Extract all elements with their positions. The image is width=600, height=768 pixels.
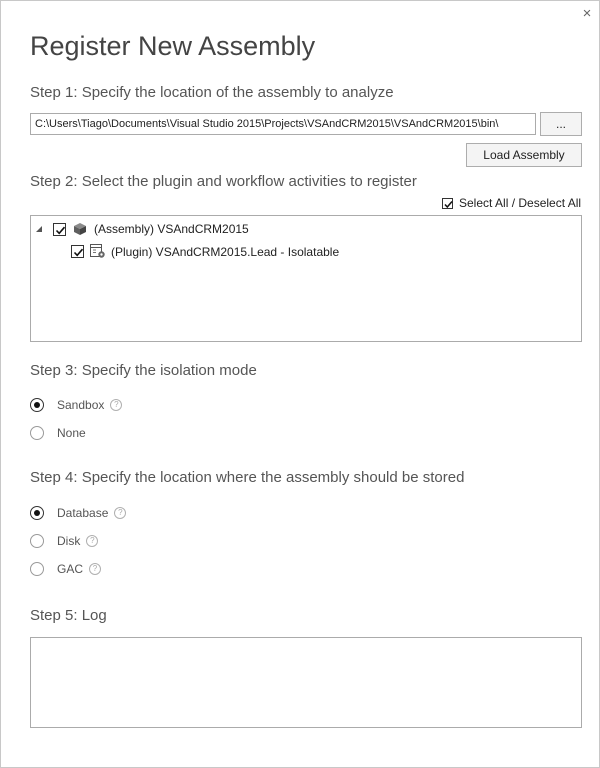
isolation-option-sandbox[interactable]: [30, 398, 122, 412]
select-all-toggle[interactable]: [442, 196, 581, 210]
help-icon[interactable]: ?: [114, 507, 126, 519]
storage-option-disk[interactable]: [30, 534, 98, 548]
storage-option-gac[interactable]: [30, 562, 101, 576]
assembly-label: (Assembly) VSAndCRM2015: [94, 222, 249, 236]
tree-node-plugin[interactable]: [71, 244, 339, 259]
gac-radio[interactable]: [30, 562, 44, 576]
step5-label: Step 5: Log: [30, 607, 107, 624]
gac-label: GAC: [57, 562, 84, 576]
help-icon[interactable]: ?: [89, 563, 101, 575]
select-all-checkbox[interactable]: [442, 198, 453, 209]
tree-node-assembly[interactable]: [35, 222, 249, 236]
expand-triangle-icon[interactable]: [35, 225, 43, 233]
database-radio[interactable]: [30, 506, 44, 520]
step2-label: Step 2: Select the plugin and workflow activities to register: [30, 173, 417, 190]
check-icon: [72, 246, 85, 259]
disk-radio[interactable]: [30, 534, 44, 548]
assembly-path-input[interactable]: [30, 113, 536, 135]
assembly-icon: [73, 222, 87, 236]
sandbox-label: Sandbox: [57, 398, 105, 412]
sandbox-radio[interactable]: [30, 398, 44, 412]
load-assembly-button[interactable]: Load Assembly: [466, 143, 582, 167]
help-icon[interactable]: ?: [110, 399, 122, 411]
help-icon[interactable]: ?: [86, 535, 98, 547]
page-title: Register New Assembly: [30, 31, 316, 61]
assembly-checkbox[interactable]: [53, 223, 66, 236]
isolation-option-none[interactable]: [30, 426, 86, 440]
close-icon[interactable]: ×: [582, 5, 592, 22]
browse-button[interactable]: ...: [540, 112, 582, 136]
step4-label: Step 4: Specify the location where the assembly should be stored: [30, 469, 465, 486]
database-label: Database: [57, 506, 109, 520]
plugin-label: (Plugin) VSAndCRM2015.Lead - Isolatable: [111, 244, 340, 259]
check-icon: [54, 224, 67, 237]
select-all-label: Select All / Deselect All: [459, 196, 582, 210]
disk-label: Disk: [57, 534, 81, 548]
plugin-tree[interactable]: [30, 215, 582, 342]
plugin-gear-icon: [90, 244, 106, 259]
none-radio[interactable]: [30, 426, 44, 440]
plugin-checkbox[interactable]: [71, 245, 84, 258]
check-icon: [443, 199, 454, 210]
log-textarea[interactable]: [30, 637, 582, 728]
none-label: None: [57, 426, 86, 440]
step3-label: Step 3: Specify the isolation mode: [30, 362, 257, 379]
storage-option-database[interactable]: [30, 506, 126, 520]
step1-label: Step 1: Specify the location of the assembly to analyze: [30, 84, 394, 101]
